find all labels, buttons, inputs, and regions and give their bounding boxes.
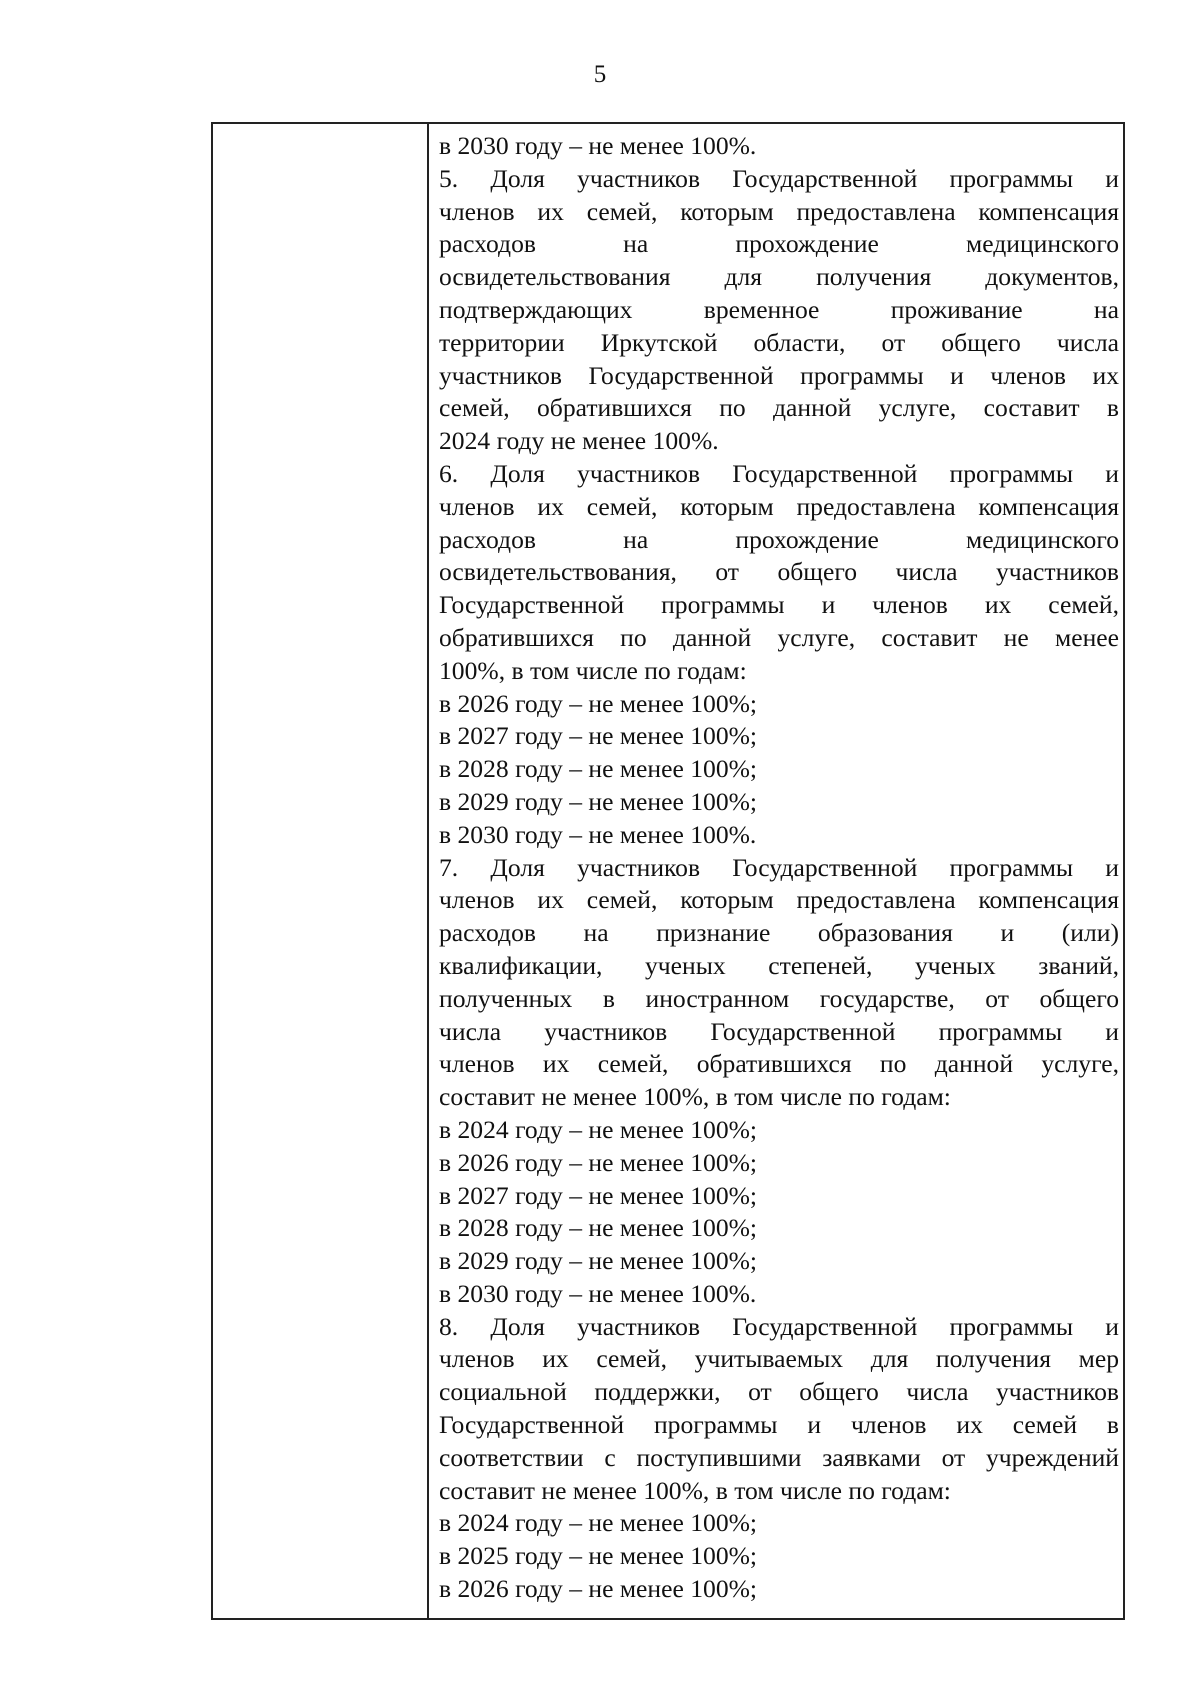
text-line: в 2029 году – не менее 100%; (439, 786, 758, 816)
text-line: квалификации, ученых степеней, ученых званий, (439, 950, 1119, 980)
text-line: Государственной программы и членов их семей в (439, 1410, 1119, 1440)
text-line: в 2028 году – не менее 100%; (439, 1213, 758, 1243)
text-line: в 2030 году – не менее 100%. (439, 131, 757, 160)
text-line: семей, обратившихся по данной услуге, составит в (439, 393, 1119, 423)
text-line: в 2026 году – не менее 100%; (439, 1574, 758, 1604)
text-line: в 2030 году – не менее 100%. (439, 1278, 757, 1308)
text-line: обратившихся по данной услуге, составит не менее (439, 622, 1119, 652)
text-line: подтверждающих временное проживание на (439, 294, 1119, 324)
text-line: 5. Доля участников Государственной программы и (439, 163, 1119, 193)
text-line: 6. Доля участников Государственной программы и (439, 458, 1119, 488)
text-line: 8. Доля участников Государственной программы и (439, 1311, 1119, 1341)
text-line: полученных в иностранном государстве, от общего (439, 983, 1119, 1013)
text-line: в 2029 году – не менее 100%; (439, 1246, 758, 1276)
text-line: освидетельствования для получения документов, (439, 262, 1119, 292)
text-line: освидетельствования, от общего числа участников (439, 557, 1119, 587)
text-line: территории Иркутской области, от общего числа (439, 327, 1119, 357)
text-line: членов их семей, учитываемых для получения мер (439, 1344, 1119, 1374)
text-line: 100%, в том числе по годам: (439, 655, 747, 685)
text-line: соответствии с поступившими заявками от учреждений (439, 1442, 1119, 1472)
passport-table (211, 122, 1125, 1620)
table-cell-right (428, 123, 1124, 1619)
text-line: в 2026 году – не менее 100%; (439, 1147, 758, 1177)
text-line: в 2024 году – не менее 100%; (439, 1508, 758, 1538)
text-line: социальной поддержки, от общего числа участников (439, 1377, 1119, 1407)
text-line: составит не менее 100%, в том числе по годам: (439, 1475, 951, 1505)
text-line: расходов на прохождение медицинского (439, 229, 1119, 259)
text-line: 2024 году не менее 100%. (439, 426, 719, 456)
text-line: расходов на прохождение медицинского (439, 524, 1119, 554)
page-number: 5 (593, 61, 607, 88)
text-line: в 2026 году – не менее 100%; (439, 688, 758, 718)
text-line: членов их семей, которым предоставлена компенсация (439, 491, 1119, 521)
text-line: участников Государственной программы и членов их (439, 360, 1119, 390)
cell-text-block (429, 124, 1123, 1606)
table-cell-left (212, 123, 428, 1619)
table-row (212, 123, 1124, 1619)
text-line: членов их семей, обратившихся по данной услуге, (439, 1049, 1119, 1079)
text-line: Государственной программы и членов их семей, (439, 590, 1119, 620)
text-line: составит не менее 100%, в том числе по годам: (439, 1082, 951, 1112)
text-line: членов их семей, которым предоставлена компенсация (439, 196, 1119, 226)
text-line: в 2030 году – не менее 100%. (439, 819, 757, 849)
text-line: членов их семей, которым предоставлена компенсация (439, 885, 1119, 915)
text-line: в 2027 году – не менее 100%; (439, 1180, 758, 1210)
text-line: в 2024 году – не менее 100%; (439, 1114, 758, 1144)
text-line: в 2027 году – не менее 100%; (439, 721, 758, 751)
text-line: числа участников Государственной программы и (439, 1016, 1119, 1046)
text-line: расходов на признание образования и (или) (439, 918, 1119, 948)
text-line: в 2025 году – не менее 100%; (439, 1541, 758, 1571)
text-line: в 2028 году – не менее 100%; (439, 754, 758, 784)
text-line: 7. Доля участников Государственной программы и (439, 852, 1119, 882)
